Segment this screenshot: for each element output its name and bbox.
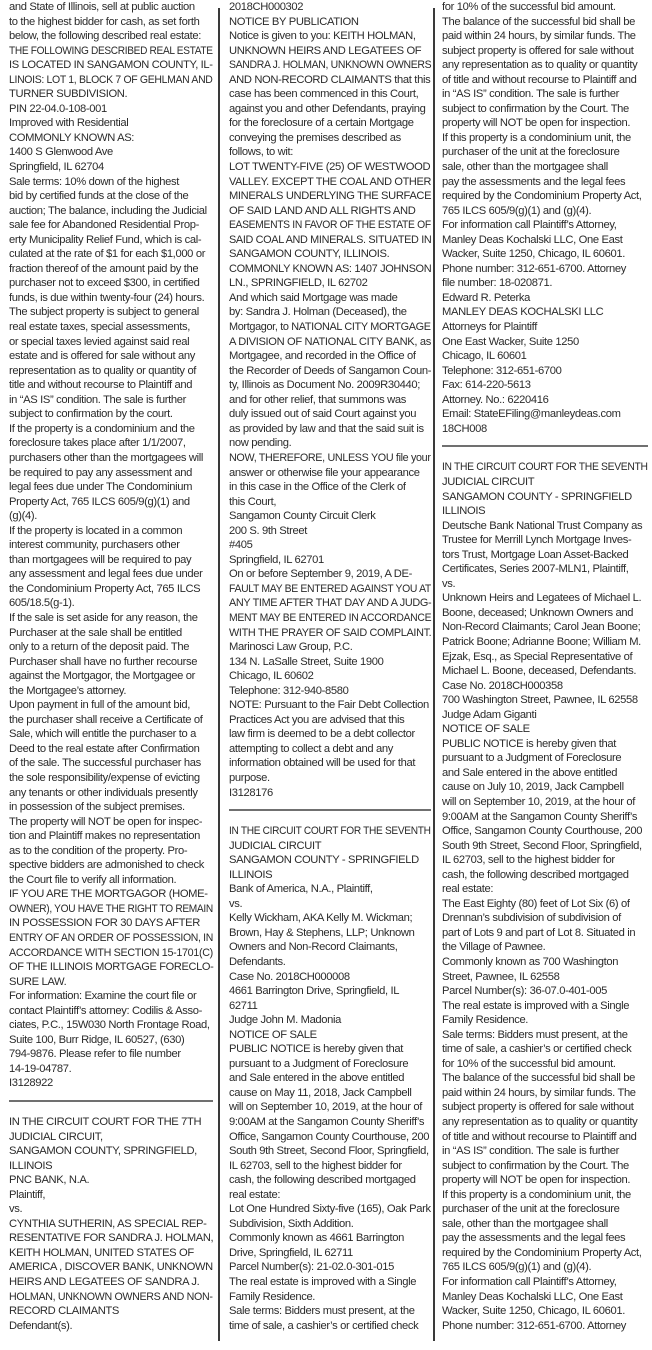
notice-line: If the property is a condominium and the bbox=[9, 422, 195, 435]
notice-line: sale, other than the mortgagee shall bbox=[442, 1217, 608, 1230]
notice-line: paid within 24 hours, by similar funds. The bbox=[442, 1086, 636, 1099]
notice-line: conveying the premises described as bbox=[229, 131, 401, 144]
notice-line: in this case in the Office of the Clerk of bbox=[229, 481, 406, 494]
notice-line: tors Trust, Mortgage Loan Asset-Backed bbox=[442, 548, 629, 561]
notice-line: JUDICIAL CIRCUIT bbox=[229, 839, 322, 852]
notice-line: HOLMAN, UNKNOWN OWNERS AND NON- bbox=[9, 1290, 213, 1303]
notice-line: and State of Illinois, sell at public auction bbox=[9, 1, 195, 13]
notice-line: IN THE CIRCUIT COURT FOR THE 7TH bbox=[9, 1116, 202, 1129]
notice-line: Purchaser shall have no further recourse bbox=[9, 655, 198, 668]
notice-line: ANY TIME AFTER THAT DAY AND A JUDG- bbox=[229, 597, 432, 610]
notice-line: sale, other than the mortgagee shall bbox=[442, 161, 608, 174]
notice-line: 18CH008 bbox=[442, 422, 487, 435]
notice-line: time of sale, a cashier’s or certified check bbox=[442, 1043, 632, 1056]
notice-line: time of sale, a cashier’s or certified check bbox=[229, 1319, 419, 1332]
notice-line: the Court file to verify all information. bbox=[9, 873, 177, 886]
notice-line: for 10% of the successful bid amount. bbox=[442, 1, 616, 13]
notice-line: Sale terms: Bidders must present, at the bbox=[442, 1028, 628, 1041]
notice bbox=[442, 460, 648, 1333]
notice-line: subject to confirmation by the Court. The bbox=[442, 102, 629, 115]
notice-line: Chicago, IL 60602 bbox=[229, 670, 314, 683]
notice-line: below, the following described real estate: bbox=[9, 30, 202, 43]
notice-line: Defendants. bbox=[229, 956, 286, 968]
notice-line: Owners and Non-Record Claimants, bbox=[229, 941, 398, 954]
notice-line: culated at the rate of $1 for each $1,000 or bbox=[9, 248, 206, 261]
notice-line: Mortgagee, and recorded in the Office of bbox=[229, 350, 416, 363]
notice-line: tion and Plaintiff makes no representation bbox=[9, 830, 200, 843]
notice-line: Manley Deas Kochalski LLC, One East bbox=[442, 1290, 623, 1303]
notice-line: Email: StateEFiling@manleydeas.com bbox=[442, 408, 621, 421]
notice-line: in “AS IS” condition. The sale is further bbox=[9, 393, 186, 406]
notice-line: South 9th Street, Second Floor, Springfield, bbox=[229, 1145, 429, 1158]
notice-line: IS LOCATED IN SANGAMON COUNTY, IL- bbox=[9, 59, 213, 72]
notice-line: Practices Act you are advised that this bbox=[229, 713, 405, 726]
notice-line: the Mortgagee’s attorney. bbox=[9, 684, 127, 697]
column-divider bbox=[218, 8, 220, 1341]
notice-line: cause on July 10, 2019, Jack Campbell bbox=[442, 781, 624, 794]
notice-line: of the sale. The successful purchaser has bbox=[9, 757, 201, 770]
notice-line: any assessment and legal fees due under bbox=[9, 568, 203, 581]
notice-line: NOTICE OF SALE bbox=[442, 723, 530, 736]
notice-line: (g)(4). bbox=[9, 510, 38, 523]
notice-line: EASEMENTS IN FAVOR OF THE ESTATE OF bbox=[229, 219, 431, 232]
notice-line: purchaser of the unit at the foreclosure bbox=[442, 1203, 620, 1216]
notice-line: THE FOLLOWING DESCRIBED REAL ESTATE bbox=[9, 44, 213, 57]
notice-line: Notice is given to you: KEITH HOLMAN, bbox=[229, 30, 416, 43]
notice-line: Edward R. Peterka bbox=[442, 291, 530, 304]
notice-line: Family Residence. bbox=[229, 1290, 316, 1303]
notice-line: 1400 S Glenwood Ave bbox=[9, 146, 113, 159]
notice-line: CYNTHIA SUTHERIN, AS SPECIAL REP- bbox=[9, 1217, 207, 1230]
notice-line: The East Eighty (80) feet of Lot Six (6) of bbox=[442, 897, 630, 910]
notice-line: case has been commenced in this Court, bbox=[229, 88, 419, 101]
notice-line: 700 Washington Street, Pawnee, IL 62558 bbox=[442, 694, 638, 707]
notice-line: Sangamon County Circuit Clerk bbox=[229, 510, 376, 523]
notice-line: Family Residence. bbox=[442, 1014, 529, 1027]
notice-line: erty Municipality Relief Fund, which is cal- bbox=[9, 233, 202, 246]
notice-separator bbox=[442, 445, 648, 447]
column-1 bbox=[9, 0, 213, 1333]
notice-line: Office, Sangamon County Courthouse, 200 bbox=[229, 1130, 430, 1143]
notice-line: for 10% of the successful bid amount. bbox=[442, 1057, 616, 1070]
notice-line: 134 N. LaSalle Street, Suite 1900 bbox=[229, 655, 384, 668]
notice-line: cause on May 11, 2018, Jack Campbell bbox=[229, 1086, 412, 1099]
notice-line: WITH THE PRAYER OF SAID COMPLAINT. bbox=[229, 626, 432, 639]
notice-line: 794-9876. Please refer to file number bbox=[9, 1048, 181, 1061]
notice-line: Office, Sangamon County Courthouse, 200 bbox=[442, 825, 643, 838]
notice-line: IL 62703, sell to the highest bidder for bbox=[442, 854, 615, 867]
notice-line: auction; The balance, including the Judicial bbox=[9, 204, 207, 217]
notice-line: Sale terms: 10% down of the highest bbox=[9, 175, 179, 188]
notice-line: or special taxes levied against said real bbox=[9, 335, 190, 348]
notice-line: Phone number: 312-651-6700. Attorney bbox=[442, 1319, 626, 1332]
notice-line: MENT MAY BE ENTERED IN ACCORDANCE bbox=[229, 611, 432, 624]
notice-line: Attorney. No.: 6220416 bbox=[442, 393, 549, 406]
notice-line: purchaser of the unit at the foreclosure bbox=[442, 146, 620, 159]
notice-line: to the highest bidder for cash, as set forth bbox=[9, 15, 200, 28]
notice-line: as to the condition of the property. Pro- bbox=[9, 844, 188, 857]
notice-line: part of Lots 9 and part of Lot 8. Situated in bbox=[442, 926, 636, 939]
notice-line: subject to confirmation by the Court. The bbox=[442, 1159, 629, 1172]
notice-line: Commonly known as 4661 Barrington bbox=[229, 1232, 405, 1245]
notice-line: by: Sandra J. Holman (Deceased), the bbox=[229, 306, 407, 319]
notice-line: For information call Plaintiff’s Attorney, bbox=[442, 1276, 617, 1289]
notice-line: UNKNOWN HEIRS AND LEGATEES OF bbox=[229, 44, 422, 57]
notice-line: purchaser not to exceed $300, in certified bbox=[9, 277, 200, 290]
notice-line: foreclosure takes place after 1/1/2007, bbox=[9, 437, 186, 450]
notice-line: TURNER SUBDIVISION. bbox=[9, 88, 128, 101]
notice-line: Boone, deceased; Unknown Owners and bbox=[442, 606, 634, 619]
notice-line: VALLEY. EXCEPT THE COAL AND OTHER bbox=[229, 175, 432, 188]
notice-line: property will NOT be open for inspection. bbox=[442, 117, 631, 130]
notice-line: LOT TWENTY-FIVE (25) OF WESTWOOD bbox=[229, 161, 431, 174]
notice-line: for the foreclosure of a certain Mortgage bbox=[229, 117, 414, 130]
notice-line: Judge Adam Giganti bbox=[442, 708, 537, 721]
notice-line: 9:00AM at the Sangamon County Sheriff’s bbox=[442, 810, 638, 823]
notice-line: For information call Plaintiff’s Attorney, bbox=[442, 219, 617, 232]
notice-line: COMMONLY KNOWN AS: bbox=[9, 131, 135, 144]
notice-line: any tenants or other individuals presently bbox=[9, 786, 198, 799]
notice-line: in “AS IS” condition. The sale is further bbox=[442, 88, 619, 101]
notice-line: Judge John M. Madonia bbox=[229, 1014, 342, 1027]
notice-line: COMMONLY KNOWN AS: 1407 JOHNSON bbox=[229, 262, 432, 275]
notice-line: JUDICIAL CIRCUIT, bbox=[9, 1130, 103, 1143]
notice-line: FAULT MAY BE ENTERED AGAINST YOU AT bbox=[229, 582, 431, 595]
notice-line: the Condominium Property Act, 765 ILCS bbox=[9, 582, 201, 595]
notice-line: KEITH HOLMAN, UNITED STATES OF bbox=[9, 1246, 194, 1259]
notice-line: vs. bbox=[442, 577, 456, 590]
notice-separator bbox=[9, 1100, 213, 1102]
notice-line: this Court, bbox=[229, 495, 277, 508]
notice-line: Chicago, IL 60601 bbox=[442, 350, 527, 363]
notice-line: representation as to quality or quantity of bbox=[9, 364, 197, 377]
notice-line: 9:00AM at the Sangamon County Sheriff’s bbox=[229, 1116, 425, 1129]
notice-line: real estate: bbox=[442, 883, 494, 896]
notice-line: real estate taxes, special assessments, bbox=[9, 321, 190, 334]
notice-line: I3128922 bbox=[9, 1077, 53, 1090]
notice-line: ty, Illinois as Document No. 2009R30440; bbox=[229, 379, 421, 392]
notice-line: JUDICIAL CIRCUIT bbox=[442, 475, 535, 488]
notice-line: as provided by law and that the said suit is bbox=[229, 422, 424, 435]
notice-line: Unknown Heirs and Legatees of Michael L. bbox=[442, 592, 642, 605]
notice-line: the sole responsibility/expense of evicting bbox=[9, 771, 200, 784]
notice-line: Drive, Springfield, IL 62711 bbox=[229, 1246, 353, 1259]
notice-line: vs. bbox=[9, 1203, 23, 1216]
notice-line: Subdivision, Sixth Addition. bbox=[229, 1217, 354, 1230]
notice-line: duly issued out of said Court against you bbox=[229, 408, 417, 421]
notice-line: ILLINOIS bbox=[442, 505, 486, 518]
notice-line: the purchaser shall receive a Certificate of bbox=[9, 713, 203, 726]
notice-line: ACCORDANCE WITH SECTION 15-1701(C) bbox=[9, 946, 213, 959]
notice-line: PUBLIC NOTICE is hereby given that bbox=[442, 737, 617, 750]
notice-line: against the Mortgagor, the Mortgagee or bbox=[9, 670, 195, 683]
notice-line: Case No. 2018CH000008 bbox=[229, 970, 350, 983]
notice-line: ILLINOIS bbox=[9, 1159, 53, 1172]
notice-line: subject property is offered for sale without bbox=[442, 1101, 634, 1114]
notice-line: I3128176 bbox=[229, 786, 273, 799]
notice bbox=[229, 824, 431, 1333]
notice-line: subject to confirmation by the court. bbox=[9, 408, 173, 421]
notice-line: RECORD CLAIMANTS bbox=[9, 1305, 120, 1318]
notice-line: The balance of the successful bid shall be bbox=[442, 1072, 636, 1085]
notice-line: Sale terms: Bidders must present, at the bbox=[229, 1305, 415, 1318]
notice-line: Drennan’s subdivision of subdivision of bbox=[442, 912, 621, 925]
notice-line: NOTICE OF SALE bbox=[229, 1028, 317, 1041]
notice-line: sale fee for Abandoned Residential Prop- bbox=[9, 219, 199, 232]
notice-line: 765 ILCS 605/9(g)(1) and (g)(4). bbox=[442, 1261, 592, 1274]
notice-line: bid by certified funds at the close of the bbox=[9, 190, 189, 203]
notice-line: ciates, P.C., 15W030 North Frontage Road, bbox=[9, 1019, 210, 1032]
notice-line: NOTICE BY PUBLICATION bbox=[229, 15, 359, 28]
notice-line: Plaintiff, bbox=[9, 1188, 46, 1201]
notice-line: file number: 18-020871. bbox=[442, 277, 553, 290]
notice-line: AND NON-RECORD CLAIMANTS that this bbox=[229, 73, 431, 86]
notice-line: of title and without recourse to Plaintiff and bbox=[442, 73, 637, 86]
notice-line: in possession of the subject premises. bbox=[9, 801, 185, 814]
notice-line: will on September 10, 2019, at the hour of bbox=[442, 795, 636, 808]
notice-line: Manley Deas Kochalski LLC, One East bbox=[442, 233, 623, 246]
notice-line: Phone number: 312-651-6700. Attorney bbox=[442, 262, 626, 275]
notice-line: law firm is deemed to be a debt collector bbox=[229, 728, 415, 741]
notice-line: And which said Mortgage was made bbox=[229, 291, 398, 304]
notice-line: and Sale entered in the above entitled bbox=[229, 1072, 405, 1085]
notice-line: If this property is a condominium unit, the bbox=[442, 1188, 631, 1201]
notice-line: 765 ILCS 605/9(g)(1) and (g)(4). bbox=[442, 204, 592, 217]
notice bbox=[9, 1115, 213, 1333]
notice-line: IN POSSESSION FOR 30 DAYS AFTER bbox=[9, 917, 200, 930]
notice-line: Suite 100, Burr Ridge, IL 60527, (630) bbox=[9, 1033, 185, 1046]
notice-line: LN., SPRINGFIELD, IL 62702 bbox=[229, 277, 368, 290]
notice-line: Parcel Number(s): 21-02.0-301-015 bbox=[229, 1261, 395, 1274]
notice-line: purpose. bbox=[229, 771, 270, 784]
notice-line: Lot One Hundred Sixty-five (165), Oak Park bbox=[229, 1203, 431, 1216]
notice-line: #405 bbox=[229, 539, 253, 552]
notice-line: Deed to the real estate after Confirmation bbox=[9, 742, 200, 755]
notice-line: the Recorder of Deeds of Sangamon Coun- bbox=[229, 364, 432, 377]
notice-line: Certificates, Series 2007-MLN1, Plaintiff, bbox=[442, 563, 629, 576]
notice-line: information obtained will be used for that bbox=[229, 757, 416, 770]
notice-line: interest community, purchasers other bbox=[9, 539, 180, 552]
notice-line: Patrick Boone; Adrianne Boone; William M. bbox=[442, 635, 641, 648]
notice-line: The property will NOT be open for inspec- bbox=[9, 815, 203, 828]
notice-line: vs. bbox=[229, 897, 243, 910]
notice-line: ENTRY OF AN ORDER OF POSSESSION, IN bbox=[9, 932, 213, 944]
notice-line: Telephone: 312-940-8580 bbox=[229, 684, 349, 697]
notice-line: Wacker, Suite 1250, Chicago, IL 60601. bbox=[442, 1305, 626, 1318]
notice-line: For information: Examine the court file or bbox=[9, 990, 197, 1003]
notice-line: 200 S. 9th Street bbox=[229, 524, 308, 537]
notice-line: Improved with Residential bbox=[9, 117, 129, 130]
notice-line: MANLEY DEAS KOCHALSKI LLC bbox=[442, 306, 604, 319]
notice-line: SANGAMON COUNTY - SPRINGFIELD bbox=[442, 490, 632, 503]
notice-line: IF YOU ARE THE MORTGAGOR (HOME- bbox=[9, 888, 208, 901]
notice-line: Bank of America, N.A., Plaintiff, bbox=[229, 883, 373, 896]
notice-line: and Sale entered in the above entitled bbox=[442, 766, 618, 779]
notice-separator bbox=[229, 809, 431, 811]
notice-line: real estate: bbox=[229, 1188, 281, 1201]
notice-line: The real estate is improved with a Single bbox=[442, 999, 630, 1012]
notice-line: Fax: 614-220-5613 bbox=[442, 379, 531, 392]
notice-line: follows, to wit: bbox=[229, 146, 294, 159]
notice-line: SURE LAW. bbox=[9, 975, 67, 988]
notice-line: OWNER), YOU HAVE THE RIGHT TO REMAIN bbox=[9, 902, 213, 915]
notice-line: Attorneys for Plaintiff bbox=[442, 321, 537, 334]
column-divider bbox=[433, 8, 435, 1341]
notice-line: of title and without recourse to Plaintiff and bbox=[442, 1130, 637, 1143]
notice-line: MINERALS UNDERLYING THE SURFACE bbox=[229, 190, 432, 203]
notice-line: The balance of the successful bid shall be bbox=[442, 15, 636, 28]
notice-line: If the property is located in a common bbox=[9, 524, 183, 537]
notice-line: Kelly Wickham, AKA Kelly M. Wickman; bbox=[229, 912, 413, 925]
notice-line: PIN 22-04.0-108-001 bbox=[9, 102, 107, 115]
notice-line: only to a return of the deposit paid. The bbox=[9, 641, 190, 654]
notice-line: any representation as to quality or quantity bbox=[442, 59, 638, 72]
notice-line: NOW, THEREFORE, UNLESS YOU file your bbox=[229, 451, 431, 464]
notice-line: contact Plaintiff’s attorney: Codilis & Asso- bbox=[9, 1004, 202, 1017]
notice-line: pursuant to a Judgment of Foreclosure bbox=[229, 1057, 409, 1070]
notice-line: in “AS IS” condition. The sale is further bbox=[442, 1145, 619, 1158]
notice bbox=[229, 0, 431, 800]
notice-line: On or before September 9, 2019, A DE- bbox=[229, 568, 412, 581]
notice-line: against you and other Defendants, praying bbox=[229, 102, 426, 115]
notice-line: pay the assessments and the legal fees bbox=[442, 175, 626, 188]
notice-line: Purchaser at the sale shall be entitled bbox=[9, 626, 182, 639]
notice-line: Parcel Number(s): 36-07.0-401-005 bbox=[442, 985, 608, 998]
notice-line: now pending. bbox=[229, 437, 292, 450]
notice-line: Telephone: 312-651-6700 bbox=[442, 364, 562, 377]
notice-line: Marinosci Law Group, P.C. bbox=[229, 641, 353, 654]
notice-line: Michael L. Boone, deceased, Defendants. bbox=[442, 665, 637, 678]
notice-line: RESENTATIVE FOR SANDRA J. HOLMAN, bbox=[9, 1232, 214, 1245]
notice-line: Commonly known as 700 Washington bbox=[442, 956, 619, 968]
notice-line: If this property is a condominium unit, the bbox=[442, 131, 631, 144]
notice-line: IL 62703, sell to the highest bidder for bbox=[229, 1159, 402, 1172]
notice-line: pursuant to a Judgment of Foreclosure bbox=[442, 752, 622, 765]
notice-line: paid within 24 hours, by similar funds. The bbox=[442, 30, 636, 43]
notice-line: subject property is offered for sale without bbox=[442, 44, 634, 57]
notice-line: SANGAMON COUNTY, SPRINGFIELD, bbox=[9, 1145, 197, 1158]
column-3 bbox=[442, 0, 648, 1333]
notice-line: Springfield, IL 62704 bbox=[9, 161, 104, 174]
notice-line: estate and is offered for sale without any bbox=[9, 350, 195, 363]
notice-line: South 9th Street, Second Floor, Springfield, bbox=[442, 839, 642, 852]
notice-line: ILLINOIS bbox=[229, 868, 273, 881]
notice-line: Case No. 2018CH000358 bbox=[442, 679, 563, 692]
notice-line: SANGAMON COUNTY, ILLINOIS. bbox=[229, 248, 390, 261]
notice-line: property will NOT be open for inspection. bbox=[442, 1174, 631, 1187]
notice-line: Deutsche Bank National Trust Company as bbox=[442, 519, 643, 532]
notice-line: cash, the following described mortgaged bbox=[229, 1174, 416, 1187]
notice-line: will on September 10, 2019, at the hour of bbox=[229, 1101, 423, 1114]
notice-line: 4661 Barrington Drive, Springfield, IL bbox=[229, 985, 400, 998]
notice-line: title and without recourse to Plaintiff and bbox=[9, 379, 193, 392]
notice-line: Wacker, Suite 1250, Chicago, IL 60601. bbox=[442, 248, 626, 261]
notice-line: HEIRS AND LEGATEES OF SANDRA J. bbox=[9, 1276, 200, 1289]
notice-line: pay the assessments and the legal fees bbox=[442, 1232, 626, 1245]
notice-line: funds, is due within twenty-four (24) hours. bbox=[9, 291, 205, 304]
notice-line: OF SAID LAND AND ALL RIGHTS AND bbox=[229, 204, 416, 217]
notice-line: Defendant(s). bbox=[9, 1319, 73, 1332]
notice-line: attempting to collect a debt and any bbox=[229, 742, 394, 755]
notice-line: Ejzak, Esq., as Special Representative of bbox=[442, 650, 633, 663]
notice-line: any representation as to quality or quantity bbox=[442, 1116, 638, 1129]
notice-line: IN THE CIRCUIT COURT FOR THE SEVENTH bbox=[442, 461, 648, 474]
notice-line: cash, the following described mortgaged bbox=[442, 868, 629, 881]
notice-line: be required to pay any assessment and bbox=[9, 466, 192, 479]
notice-line: SANGAMON COUNTY - SPRINGFIELD bbox=[229, 854, 419, 867]
notice-line: required by the Condominium Property Act, bbox=[442, 190, 642, 203]
notice-line: 14-19-04787. bbox=[9, 1062, 72, 1075]
notice-line: Street, Pawnee, IL 62558 bbox=[442, 970, 560, 983]
notice-line: LINOIS: LOT 1, BLOCK 7 OF GEHLMAN AND bbox=[9, 73, 213, 86]
notice-line: Sale, which will entitle the purchaser to a bbox=[9, 728, 197, 741]
notice-line: legal fees due under The Condominium bbox=[9, 481, 193, 494]
notice-line: AMERICA , DISCOVER BANK, UNKNOWN bbox=[9, 1261, 213, 1274]
notice-line: than mortgagees will be required to pay bbox=[9, 553, 192, 566]
notice-line: Non-Record Claimants; Carol Jean Boone; bbox=[442, 621, 641, 634]
notice-line: 605/18.5(g-1). bbox=[9, 597, 75, 610]
notice-line: purchasers other than the mortgagees will bbox=[9, 451, 203, 464]
notice-line: The subject property is subject to general bbox=[9, 306, 199, 319]
notice-line: answer or otherwise file your appearance bbox=[229, 466, 420, 479]
notice-line: PNC BANK, N.A. bbox=[9, 1174, 90, 1187]
notice-line: SANDRA J. HOLMAN, UNKNOWN OWNERS bbox=[229, 59, 432, 72]
notice-line: Springfield, IL 62701 bbox=[229, 553, 324, 566]
notice-line: SAID COAL AND MINERALS. SITUATED IN bbox=[229, 233, 432, 246]
notice-line: IN THE CIRCUIT COURT FOR THE SEVENTH bbox=[229, 825, 431, 838]
notice-line: Brown, Hay & Stephens, LLP; Unknown bbox=[229, 926, 415, 939]
notice-line: and for other relief, that summons was bbox=[229, 393, 406, 406]
notice-line: fraction thereof of the amount paid by the bbox=[9, 262, 199, 275]
notice-line: spective bidders are admonished to check bbox=[9, 859, 204, 872]
notice-line: PUBLIC NOTICE is hereby given that bbox=[229, 1043, 404, 1056]
notice-line: Mortgagor, to NATIONAL CITY MORTGAGE bbox=[229, 321, 431, 334]
notice-line: required by the Condominium Property Act, bbox=[442, 1246, 642, 1259]
notice-line: Trustee for Merrill Lynch Mortgage Inves- bbox=[442, 534, 632, 547]
column-2 bbox=[229, 0, 431, 1333]
notice-line: If the sale is set aside for any reason, the bbox=[9, 611, 198, 624]
notice-line: the Village of Pawnee. bbox=[442, 941, 546, 954]
notice-line: One East Wacker, Suite 1250 bbox=[442, 335, 579, 348]
notice-line: Property Act, 765 ILCS 605/9(g)(1) and bbox=[9, 495, 190, 508]
notice-line: Upon payment in full of the amount bid, bbox=[9, 699, 191, 712]
notice-line: A DIVISION OF NATIONAL CITY BANK, as bbox=[229, 335, 431, 348]
notice bbox=[9, 0, 213, 1091]
notice-line: 62711 bbox=[229, 999, 258, 1012]
notice-line: 2018CH000302 bbox=[229, 1, 304, 13]
notice-line: OF THE ILLINOIS MORTGAGE FORECLO- bbox=[9, 961, 214, 974]
notice bbox=[442, 0, 648, 436]
notice-line: NOTE: Pursuant to the Fair Debt Collection bbox=[229, 699, 429, 712]
notice-line: The real estate is improved with a Single bbox=[229, 1276, 417, 1289]
